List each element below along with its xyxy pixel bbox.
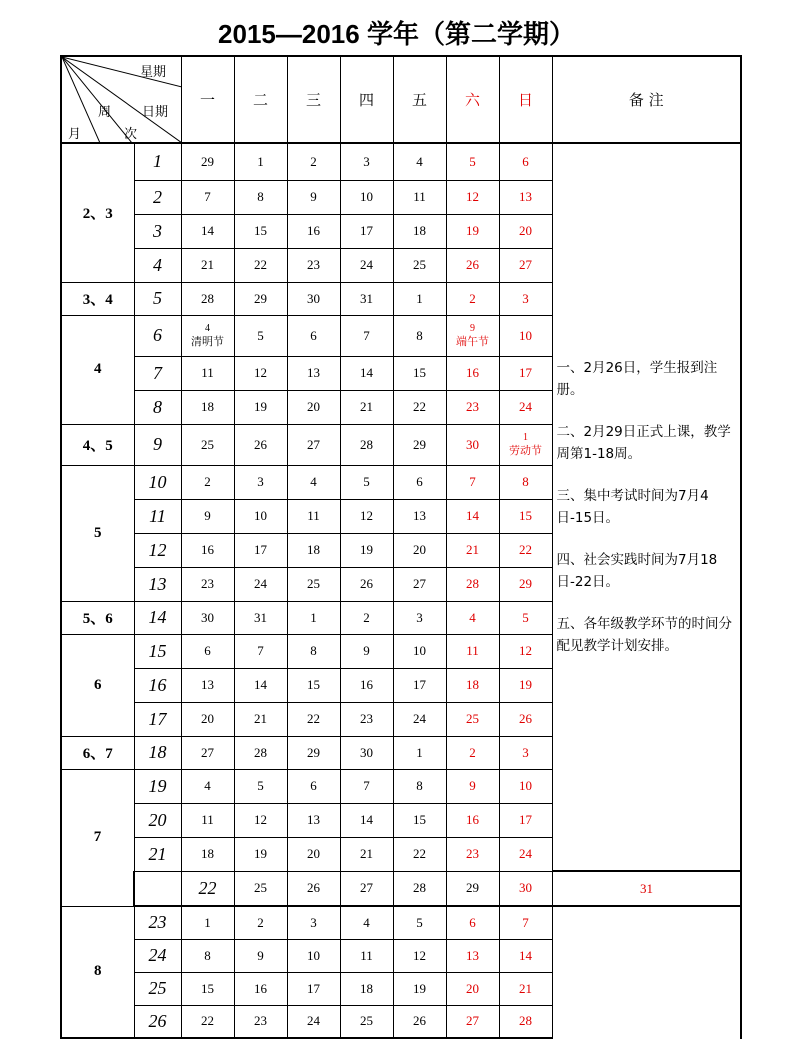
week-row	[61, 143, 741, 180]
date-cell: 10	[287, 939, 340, 972]
date-cell: 26	[340, 567, 393, 601]
date-cell: 30	[287, 282, 340, 315]
date-cell: 26	[234, 424, 287, 465]
date-cell: 4	[340, 906, 393, 939]
date-cell: 17	[340, 214, 393, 248]
week-number: 1	[134, 143, 181, 180]
date-cell: 3	[340, 143, 393, 180]
date-cell: 6	[181, 634, 234, 668]
date-cell: 7	[181, 180, 234, 214]
month-cell: 6、7	[61, 736, 134, 769]
date-cell: 10	[234, 499, 287, 533]
date-cell: 20	[287, 837, 340, 871]
date-cell: 12	[340, 499, 393, 533]
month-cell: 6	[61, 634, 134, 736]
date-cell: 14	[181, 214, 234, 248]
date-cell: 1	[393, 282, 446, 315]
date-cell: 25	[446, 702, 499, 736]
date-cell: 15	[181, 972, 234, 1005]
week-number: 17	[134, 702, 181, 736]
date-cell: 15	[393, 803, 446, 837]
date-cell: 1	[287, 601, 340, 634]
month-cell: 2、3	[61, 143, 134, 282]
date-cell: 16	[287, 214, 340, 248]
date-cell: 5	[234, 315, 287, 356]
page-title: 2015—2016 学年（第二学期）	[218, 19, 575, 49]
header-day-4: 四	[340, 56, 393, 143]
date-cell: 10	[499, 769, 552, 803]
date-cell: 22	[181, 1005, 234, 1038]
date-cell: 31	[234, 601, 287, 634]
date-cell: 26	[446, 248, 499, 282]
corner-label-ci: 次	[124, 127, 138, 142]
date-cell: 29	[499, 567, 552, 601]
week-row	[61, 1005, 741, 1038]
corner-label-weekday: 星期	[140, 65, 167, 80]
corner-label-week: 周	[98, 105, 112, 120]
date-cell: 6	[393, 465, 446, 499]
date-cell: 18	[446, 668, 499, 702]
date-cell: 17	[499, 356, 552, 390]
date-cell: 9	[446, 769, 499, 803]
date-cell: 10	[499, 315, 552, 356]
week-number: 23	[134, 906, 181, 939]
date-cell: 8	[393, 315, 446, 356]
date-cell: 2	[234, 906, 287, 939]
date-cell: 13	[287, 803, 340, 837]
date-cell: 20	[287, 390, 340, 424]
date-cell: 9	[234, 939, 287, 972]
date-cell: 30	[340, 736, 393, 769]
date-cell: 24	[499, 837, 552, 871]
month-cell: 8	[61, 906, 134, 1038]
date-cell: 13	[393, 499, 446, 533]
date-cell: 25	[181, 424, 234, 465]
month-cell: 4、5	[61, 424, 134, 465]
week-number: 18	[134, 736, 181, 769]
date-cell: 24	[234, 567, 287, 601]
date-cell: 20	[446, 972, 499, 1005]
date-cell: 2	[446, 736, 499, 769]
date-cell: 22	[234, 248, 287, 282]
week-row	[61, 906, 741, 939]
week-number: 4	[134, 248, 181, 282]
date-cell: 25	[234, 871, 287, 906]
date-cell: 7	[234, 634, 287, 668]
date-cell: 27	[393, 567, 446, 601]
date-cell: 17	[393, 668, 446, 702]
date-cell: 19	[234, 390, 287, 424]
date-cell: 6	[287, 315, 340, 356]
week-number: 26	[134, 1005, 181, 1038]
date-cell: 31	[340, 282, 393, 315]
date-cell: 3	[234, 465, 287, 499]
date-cell: 28	[446, 567, 499, 601]
date-cell: 9	[340, 634, 393, 668]
date-cell: 11	[181, 356, 234, 390]
date-cell: 16	[446, 803, 499, 837]
date-cell: 11	[446, 634, 499, 668]
date-cell: 27	[287, 424, 340, 465]
date-cell: 4	[446, 601, 499, 634]
date-cell: 22	[393, 390, 446, 424]
notes-panel	[552, 143, 741, 871]
corner-label-date: 日期	[142, 105, 169, 120]
date-cell: 13	[499, 180, 552, 214]
note-item: 一、2月26日，学生报到注册。	[556, 360, 718, 398]
week-number: 25	[134, 972, 181, 1005]
header-notes: 备 注	[552, 56, 741, 143]
holiday-cell	[446, 315, 499, 356]
date-cell: 13	[446, 939, 499, 972]
week-number: 6	[134, 315, 181, 356]
header-corner	[61, 56, 181, 143]
date-cell: 16	[234, 972, 287, 1005]
week-number: 16	[134, 668, 181, 702]
date-cell: 18	[287, 533, 340, 567]
date-cell: 30	[181, 601, 234, 634]
month-cell: 3、4	[61, 282, 134, 315]
date-cell: 3	[287, 906, 340, 939]
date-cell: 30	[446, 424, 499, 465]
date-cell: 8	[499, 465, 552, 499]
date-cell: 12	[234, 803, 287, 837]
date-cell: 1	[234, 143, 287, 180]
date-cell: 9	[181, 499, 234, 533]
date-cell: 7	[446, 465, 499, 499]
date-cell: 18	[181, 837, 234, 871]
date-cell: 5	[340, 465, 393, 499]
header-day-5: 五	[393, 56, 446, 143]
date-cell: 7	[499, 906, 552, 939]
date-cell: 22	[287, 702, 340, 736]
date-cell: 21	[446, 533, 499, 567]
date-cell: 15	[287, 668, 340, 702]
date-cell: 23	[181, 567, 234, 601]
date-cell: 28	[181, 282, 234, 315]
date-cell: 11	[181, 803, 234, 837]
date-cell: 21	[234, 702, 287, 736]
week-number: 3	[134, 214, 181, 248]
date-cell: 31	[552, 871, 741, 906]
holiday-cell	[181, 315, 234, 356]
date-cell: 5	[234, 769, 287, 803]
date-cell: 4	[181, 769, 234, 803]
week-number: 24	[134, 939, 181, 972]
date-cell: 20	[393, 533, 446, 567]
date-cell: 21	[340, 837, 393, 871]
date-cell: 29	[393, 424, 446, 465]
date-cell: 24	[340, 248, 393, 282]
date-cell: 19	[340, 533, 393, 567]
date-cell: 6	[499, 143, 552, 180]
date-cell: 18	[340, 972, 393, 1005]
holiday-cell	[499, 424, 552, 465]
month-cell: 5、6	[61, 601, 134, 634]
date-cell: 24	[393, 702, 446, 736]
date-cell: 26	[393, 1005, 446, 1038]
date-cell: 28	[234, 736, 287, 769]
header-day-6: 六	[446, 56, 499, 143]
date-cell: 20	[499, 214, 552, 248]
week-number: 22	[181, 871, 234, 906]
week-row	[61, 972, 741, 1005]
month-cell-empty	[134, 871, 181, 906]
date-cell: 6	[446, 906, 499, 939]
week-number: 10	[134, 465, 181, 499]
date-cell: 27	[499, 248, 552, 282]
date-cell: 8	[181, 939, 234, 972]
date-cell: 13	[287, 356, 340, 390]
date-cell: 14	[446, 499, 499, 533]
date-cell: 27	[446, 1005, 499, 1038]
date-cell: 26	[499, 702, 552, 736]
date-cell: 17	[499, 803, 552, 837]
week-row	[61, 871, 741, 906]
date-cell: 22	[393, 837, 446, 871]
date-cell: 19	[499, 668, 552, 702]
date-cell: 11	[340, 939, 393, 972]
date-cell: 14	[234, 668, 287, 702]
date-cell: 23	[287, 248, 340, 282]
date-value: 1	[523, 431, 528, 443]
date-cell: 15	[234, 214, 287, 248]
date-cell: 12	[446, 180, 499, 214]
date-cell: 18	[181, 390, 234, 424]
date-cell: 30	[499, 871, 552, 906]
date-cell: 22	[499, 533, 552, 567]
date-value: 9	[470, 322, 475, 334]
date-cell: 24	[287, 1005, 340, 1038]
date-cell: 10	[393, 634, 446, 668]
date-cell: 25	[340, 1005, 393, 1038]
week-number: 2	[134, 180, 181, 214]
note-item: 二、2月29日正式上课，教学周第1-18周。	[556, 424, 731, 462]
week-number: 9	[134, 424, 181, 465]
date-cell: 18	[393, 214, 446, 248]
week-number: 13	[134, 567, 181, 601]
date-cell: 16	[181, 533, 234, 567]
date-cell: 4	[287, 465, 340, 499]
date-cell: 5	[446, 143, 499, 180]
date-cell: 3	[499, 282, 552, 315]
date-cell: 25	[393, 248, 446, 282]
date-cell: 8	[234, 180, 287, 214]
month-cell: 7	[61, 769, 134, 906]
date-cell: 25	[287, 567, 340, 601]
date-cell: 14	[340, 803, 393, 837]
date-cell: 20	[181, 702, 234, 736]
date-cell: 28	[393, 871, 446, 906]
week-number: 12	[134, 533, 181, 567]
date-cell: 19	[393, 972, 446, 1005]
date-cell: 6	[287, 769, 340, 803]
month-cell: 5	[61, 465, 134, 601]
date-cell: 17	[287, 972, 340, 1005]
date-cell: 23	[446, 390, 499, 424]
holiday-label: 劳动节	[509, 443, 542, 457]
week-number: 15	[134, 634, 181, 668]
week-number: 21	[134, 837, 181, 871]
header-day-1: 一	[181, 56, 234, 143]
week-row	[61, 939, 741, 972]
date-cell: 7	[340, 769, 393, 803]
date-cell: 2	[287, 143, 340, 180]
date-cell: 15	[393, 356, 446, 390]
date-cell: 5	[393, 906, 446, 939]
header-day-3: 三	[287, 56, 340, 143]
corner-label-month: 月	[68, 127, 82, 142]
date-cell: 28	[340, 424, 393, 465]
date-cell: 3	[393, 601, 446, 634]
date-cell: 9	[287, 180, 340, 214]
date-cell: 23	[446, 837, 499, 871]
date-cell: 5	[499, 601, 552, 634]
date-cell: 2	[340, 601, 393, 634]
week-number: 11	[134, 499, 181, 533]
date-cell: 29	[287, 736, 340, 769]
date-cell: 11	[393, 180, 446, 214]
date-cell: 17	[234, 533, 287, 567]
date-cell: 1	[181, 906, 234, 939]
date-cell: 1	[393, 736, 446, 769]
date-cell: 8	[287, 634, 340, 668]
date-cell: 14	[499, 939, 552, 972]
week-number: 8	[134, 390, 181, 424]
week-number: 20	[134, 803, 181, 837]
date-cell: 21	[499, 972, 552, 1005]
date-cell: 2	[181, 465, 234, 499]
date-cell: 4	[393, 143, 446, 180]
date-cell: 12	[234, 356, 287, 390]
date-cell: 2	[446, 282, 499, 315]
header-day-2: 二	[234, 56, 287, 143]
date-cell: 23	[234, 1005, 287, 1038]
week-number: 7	[134, 356, 181, 390]
date-cell: 26	[287, 871, 340, 906]
week-number: 19	[134, 769, 181, 803]
note-item: 四、社会实践时间为7月18日-22日。	[556, 552, 718, 590]
date-cell: 19	[446, 214, 499, 248]
date-cell: 13	[181, 668, 234, 702]
week-number: 5	[134, 282, 181, 315]
date-cell: 21	[181, 248, 234, 282]
date-cell: 23	[340, 702, 393, 736]
date-cell: 24	[499, 390, 552, 424]
holiday-label: 清明节	[191, 334, 224, 348]
date-value: 4	[205, 322, 210, 334]
date-cell: 7	[340, 315, 393, 356]
note-item: 五、各年级教学环节的时间分配见教学计划安排。	[556, 616, 732, 654]
date-cell: 16	[446, 356, 499, 390]
calendar-table	[60, 55, 742, 1039]
week-number: 14	[134, 601, 181, 634]
date-cell: 28	[499, 1005, 552, 1038]
date-cell: 3	[499, 736, 552, 769]
date-cell: 27	[340, 871, 393, 906]
date-cell: 15	[499, 499, 552, 533]
date-cell: 10	[340, 180, 393, 214]
date-cell: 29	[234, 282, 287, 315]
date-cell: 12	[393, 939, 446, 972]
date-cell: 29	[446, 871, 499, 906]
date-cell: 21	[340, 390, 393, 424]
date-cell: 27	[181, 736, 234, 769]
date-cell: 12	[499, 634, 552, 668]
date-cell: 29	[181, 143, 234, 180]
date-cell: 16	[340, 668, 393, 702]
date-cell: 14	[340, 356, 393, 390]
holiday-label: 端午节	[456, 334, 489, 348]
header-day-7: 日	[499, 56, 552, 143]
date-cell: 19	[234, 837, 287, 871]
date-cell: 8	[393, 769, 446, 803]
month-cell: 4	[61, 315, 134, 424]
date-cell: 11	[287, 499, 340, 533]
note-item: 三、集中考试时间为7月4日-15日。	[556, 488, 709, 526]
